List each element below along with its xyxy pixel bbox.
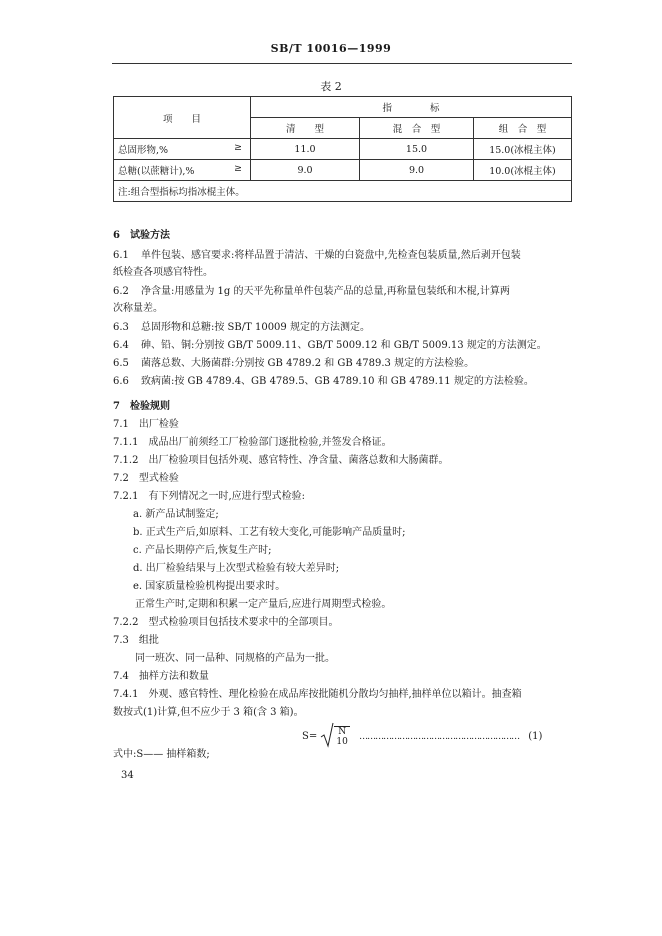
clause-6-5: 6.5 菌落总数、大肠菌群:分别按 GB 4789.2 和 GB 4789.3 规定的方法检验。	[113, 358, 475, 369]
clause-7-3: 7.3 组批	[113, 635, 159, 646]
row-sign: ≥	[234, 163, 242, 174]
table-header-row	[114, 97, 572, 118]
clause-7-2-2: 7.2.2 型式检验项目包括技术要求中的全部项目。	[113, 617, 339, 628]
table-row	[114, 139, 572, 160]
formula-dots: ……………………………………………………	[359, 732, 520, 742]
clause-6-4: 6.4 砷、铅、铜:分别按 GB/T 5009.11、GB/T 5009.12 和 GB/T 5009.13 规定的方法测定。	[113, 340, 547, 351]
page-number: 34	[121, 770, 134, 781]
list-item: e. 国家质量检验机构提出要求时。	[133, 581, 286, 592]
clause-6-1-cont: 纸检查各项感官特性。	[113, 267, 213, 278]
clause-6-3: 6.3 总固形物和总糖:按 SB/T 10009 规定的方法测定。	[113, 322, 370, 333]
formula-where: 式中:S—— 抽样箱数;	[113, 749, 210, 760]
clause-6-2-cont: 次称量差。	[113, 303, 163, 314]
section-7-title: 7 检验规则	[113, 401, 170, 412]
clause-7-2: 7.2 型式检验	[113, 473, 179, 484]
header-rule	[112, 63, 572, 64]
table-cell: 15.0(冰棍主体)	[474, 139, 572, 160]
clause-6-6: 6.6 致病菌:按 GB 4789.4、GB 4789.5、GB 4789.10 和 GB 4789.11 规定的方法检验。	[113, 376, 534, 387]
table-cell: 10.0(冰棍主体)	[474, 160, 572, 181]
clause-6-1: 6.1 单件包装、感官要求:将样品置于清洁、干燥的白瓷盘中,先检查包装质量,然后剥开包装	[113, 250, 521, 261]
indicator-column-header: 指 标	[251, 97, 572, 118]
table-note-row	[114, 181, 572, 202]
subcol-combined: 组 合 型	[474, 118, 572, 139]
formula-denominator: 10	[336, 737, 348, 747]
formula-numerator: N	[338, 727, 347, 737]
table-note: 注:组合型指标均指冰棍主体。	[114, 181, 572, 202]
standard-code-header: SB/T 10016—1999	[270, 42, 392, 55]
list-item: d. 出厂检验结果与上次型式检验有较大差异时;	[133, 563, 340, 574]
clause-7-4-1: 7.4.1 外观、感官特性、理化检验在成品库按批随机分散均匀抽样,抽样单位以箱计。抽查箱	[113, 689, 522, 700]
list-item: c. 产品长期停产后,恢复生产时;	[133, 545, 272, 556]
item-column-header: 项 目	[114, 97, 251, 139]
formula-lhs: S=	[302, 731, 318, 742]
row-item-name: 总糖(以蔗糖计),%	[118, 166, 195, 177]
subcol-plain: 清 型	[251, 118, 360, 139]
row-label	[114, 160, 251, 181]
subcol-mixed: 混 合 型	[360, 118, 474, 139]
clause-7-4-1-cont: 数按式(1)计算,但不应少于 3 箱(含 3 箱)。	[113, 707, 304, 718]
indicator-table	[113, 96, 572, 202]
formula-fraction	[334, 726, 349, 747]
row-label	[114, 139, 251, 160]
clause-7-1: 7.1 出厂检验	[113, 419, 179, 430]
clause-6-2: 6.2 净含量:用感量为 1g 的天平先称量单件包装产品的总量,再称量包装纸和木棍,计算两	[113, 286, 510, 297]
table-cell: 15.0	[360, 139, 474, 160]
table-cell: 9.0	[360, 160, 474, 181]
periodic-inspection-note: 正常生产时,定期和积累一定产量后,应进行周期型式检验。	[135, 599, 392, 610]
batch-definition: 同一班次、同一品种、同规格的产品为一批。	[135, 653, 335, 664]
section-6-title: 6 试验方法	[113, 230, 170, 241]
clause-7-1-1: 7.1.1 成品出厂前须经工厂检验部门逐批检验,并签发合格证。	[113, 437, 392, 448]
list-item: a. 新产品试制鉴定;	[133, 509, 219, 520]
row-item-name: 总固形物,%	[118, 145, 169, 156]
table-cell: 9.0	[251, 160, 360, 181]
clause-7-4: 7.4 抽样方法和数量	[113, 671, 209, 682]
list-item: b. 正式生产后,如原料、工艺有较大变化,可能影响产品质量时;	[133, 527, 406, 538]
clause-7-2-1: 7.2.1 有下列情况之一时,应进行型式检验:	[113, 491, 305, 502]
table-row	[114, 160, 572, 181]
table-cell: 11.0	[251, 139, 360, 160]
row-sign: ≥	[234, 142, 242, 153]
table-caption: 表 2	[320, 80, 342, 93]
formula-label: (1)	[528, 731, 543, 742]
clause-7-1-2: 7.1.2 出厂检验项目包括外观、感官特性、净含量、菌落总数和大肠菌群。	[113, 455, 449, 466]
